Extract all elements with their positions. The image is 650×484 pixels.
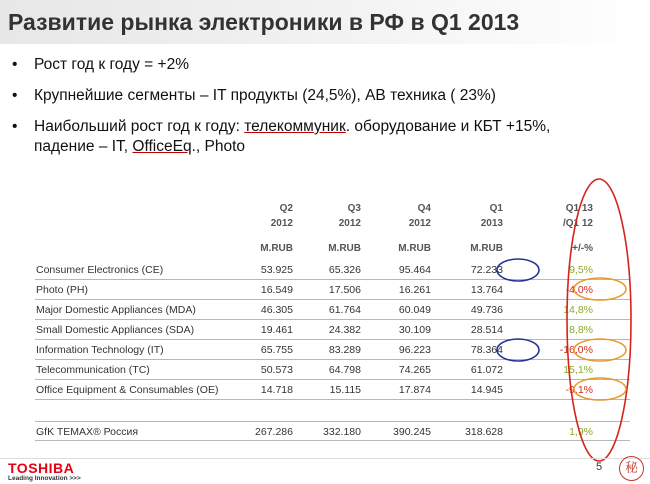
row-value-q4: 74.265 [398, 364, 431, 376]
column-header-5-l3: +/-% [572, 243, 593, 254]
column-header-1-l1: Q2 [279, 203, 293, 214]
column-header-4-l2: 2013 [480, 218, 503, 229]
row-value-q4: 60.049 [398, 304, 431, 316]
bullet-b3-mid: . оборудование и КБТ +15%, [345, 118, 551, 135]
row-change-pct: 14,8% [563, 304, 593, 316]
row-value-q1: 13.764 [470, 284, 503, 296]
bullet-growth-text: Рост год к году = +2% [34, 56, 189, 73]
row-value-q3: 65.326 [328, 264, 361, 276]
row-label: Consumer Electronics (CE) [36, 264, 164, 276]
row-change-pct: 1,9% [569, 426, 593, 438]
row-value-q3: 64.798 [328, 364, 361, 376]
toshiba-logo: TOSHIBA [8, 460, 75, 476]
column-header-5-l1: Q1 13 [565, 203, 593, 214]
orange-highlight-ellipse-it [574, 339, 626, 361]
page-number: 5 [596, 461, 603, 473]
row-value-q4: 95.464 [398, 264, 431, 276]
bullet-b3-underline-officeeq: OfficeEq [132, 138, 192, 155]
slide-title: Развитие рынка электроники в РФ в Q1 2013 [8, 9, 520, 35]
row-value-q1: 28.514 [470, 324, 503, 336]
bullet-b3-line2-post: ., Photo [191, 138, 246, 155]
column-header-3-l1: Q4 [417, 203, 431, 214]
row-label: Small Domestic Appliances (SDA) [36, 324, 195, 336]
row-value-q3: 61.764 [328, 304, 361, 316]
row-label: Office Equipment & Consumables (OE) [36, 384, 219, 396]
column-header-2-l3: M.RUB [328, 243, 361, 254]
row-value-q3: 15.115 [329, 384, 361, 396]
bullet-dot: • [12, 56, 18, 73]
row-value-q1: 78.364 [470, 344, 503, 356]
blue-highlight-ellipse-it [497, 339, 539, 361]
footer-divider [0, 458, 650, 459]
row-value-q4: 30.109 [398, 324, 431, 336]
logo-tagline: Leading Innovation >>> [8, 475, 81, 482]
row-value-q2: 267.286 [255, 426, 293, 438]
column-header-3-l3: M.RUB [398, 243, 431, 254]
row-value-q1: 61.072 [470, 364, 503, 376]
row-value-q2: 65.755 [260, 344, 293, 356]
row-value-q1: 49.736 [470, 304, 503, 316]
row-value-q1: 318.628 [465, 426, 503, 438]
row-change-pct: 8,8% [569, 324, 593, 336]
bullet-dot: • [12, 87, 18, 104]
bullet-dot: • [12, 118, 18, 135]
row-label: Information Technology (IT) [36, 344, 164, 356]
row-change-pct: -9,1% [565, 384, 593, 396]
row-value-q2: 16.549 [260, 284, 293, 296]
blue-highlight-ellipse-ce [497, 259, 539, 281]
red-highlight-ellipse [567, 179, 631, 461]
row-value-q3: 24.382 [328, 324, 361, 336]
bullet-b3-underline-telecom: телекоммуник [244, 118, 346, 135]
bullet-b3-pre: Наибольший рост год к году: [34, 118, 245, 135]
row-value-q2: 14.718 [260, 384, 293, 396]
row-value-q2: 53.925 [260, 264, 293, 276]
row-change-pct: 9,5% [569, 264, 593, 276]
row-value-q3: 332.180 [323, 426, 361, 438]
row-value-q4: 17.874 [398, 384, 431, 396]
bullet-segments-text: Крупнейшие сегменты – IT продукты (24,5%), АВ техника ( 23%) [34, 87, 496, 104]
column-header-4-l1: Q1 [489, 203, 503, 214]
row-change-pct: -16,0% [559, 344, 593, 356]
row-label: Telecommunication (TC) [36, 364, 150, 376]
row-change-pct: 15,1% [563, 364, 593, 376]
column-header-4-l3: M.RUB [470, 243, 503, 254]
row-value-q1: 72.233 [470, 264, 503, 276]
row-value-q2: 50.573 [260, 364, 293, 376]
row-value-q2: 46.305 [260, 304, 293, 316]
row-value-q2: 19.461 [260, 324, 293, 336]
confidential-seal-icon: 秘 [619, 456, 644, 481]
row-label: Photo (PH) [36, 284, 88, 296]
column-header-5-l2: /Q1 12 [562, 218, 593, 229]
row-value-q3: 17.506 [328, 284, 361, 296]
row-change-pct: -4,0% [565, 284, 593, 296]
column-header-2-l2: 2012 [338, 218, 361, 229]
row-value-q4: 16.261 [398, 284, 431, 296]
row-value-q1: 14.945 [470, 384, 503, 396]
orange-highlight-ellipse-ph [574, 278, 626, 300]
row-value-q3: 83.289 [328, 344, 361, 356]
row-label: Major Domestic Appliances (MDA) [36, 304, 196, 316]
column-header-3-l2: 2012 [408, 218, 431, 229]
column-header-1-l2: 2012 [270, 218, 293, 229]
row-value-q4: 96.223 [398, 344, 431, 356]
orange-highlight-ellipse-oe [574, 378, 626, 400]
bullet-b3-line2-pre: падение – IT, [34, 138, 133, 155]
row-label: GfK TEMAX® Россия [36, 426, 139, 438]
column-header-2-l1: Q3 [347, 203, 361, 214]
row-value-q4: 390.245 [393, 426, 431, 438]
column-header-1-l3: M.RUB [260, 243, 293, 254]
